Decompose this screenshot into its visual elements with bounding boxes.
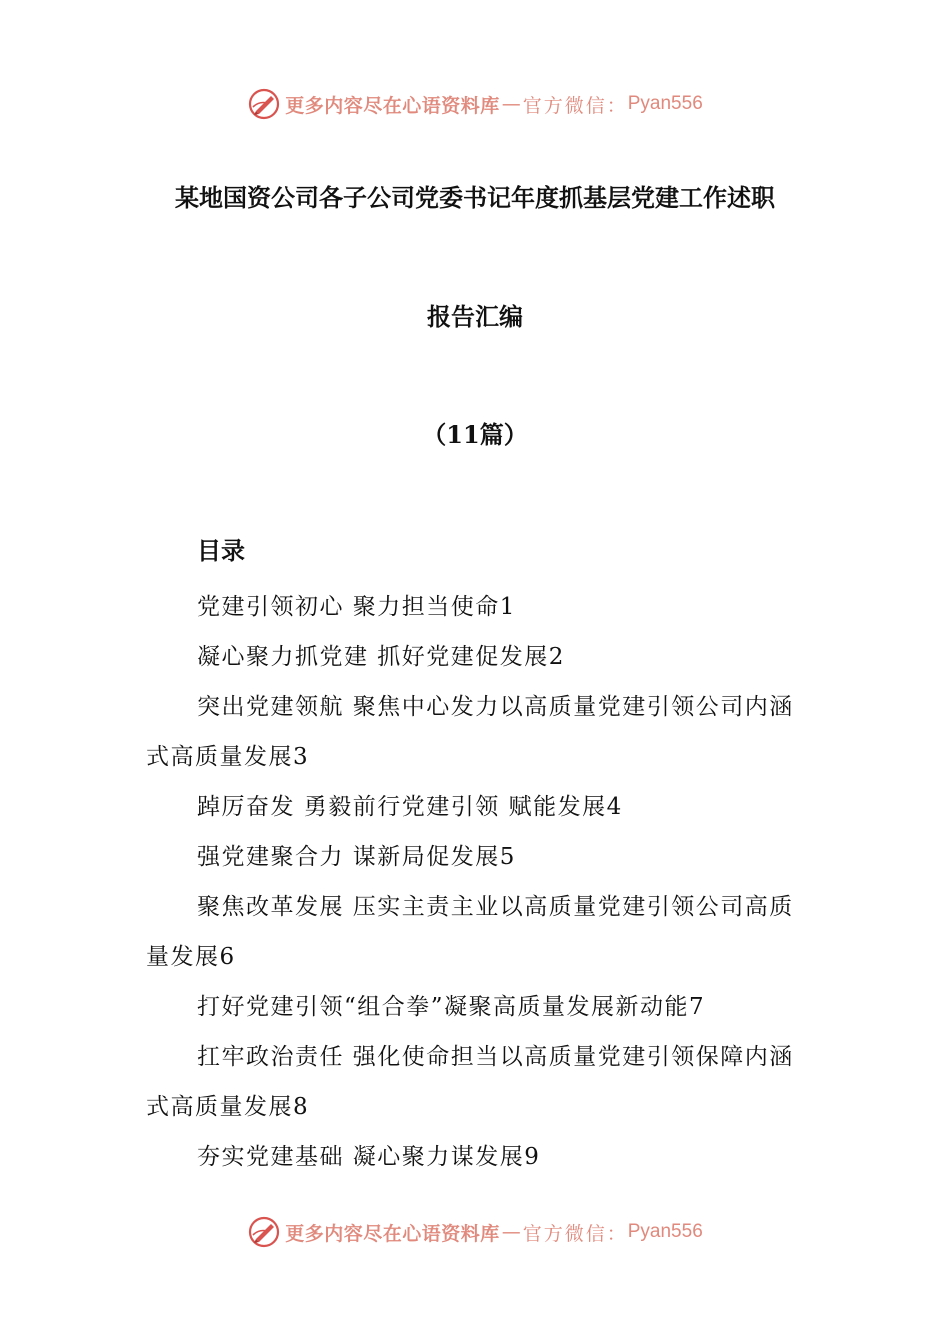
toc-item-1[interactable]: 党建引领初心 聚力担当使命1 xyxy=(197,594,516,620)
watermark-wechat-label: 官方微信： xyxy=(522,94,628,117)
watermark-wechat-id: Pyan556 xyxy=(627,93,703,114)
watermark-header xyxy=(0,84,950,124)
watermark-main-text: 更多内容尽在心语资料库 xyxy=(285,1222,500,1245)
toc-item-5[interactable]: 强党建聚合力 谋新局促发展5 xyxy=(197,844,516,870)
pen-logo-icon xyxy=(247,1215,281,1249)
toc-item-6[interactable]: 聚焦改革发展 压实主责主业以高质量党建引领公司高质量发展6 xyxy=(146,894,794,970)
watermark-main-text: 更多内容尽在心语资料库 xyxy=(285,94,500,117)
toc-item-3[interactable]: 突出党建领航 聚焦中心发力以高质量党建引领公司内涵式高质量发展3 xyxy=(146,694,794,770)
watermark-footer xyxy=(0,1212,950,1252)
watermark-dash: — xyxy=(501,93,521,115)
toc-item-8[interactable]: 扛牢政治责任 强化使命担当以高质量党建引领保障内涵式高质量发展8 xyxy=(146,1044,794,1120)
toc-item-9[interactable]: 夯实党建基础 凝心聚力谋发展9 xyxy=(197,1144,541,1170)
table-of-contents xyxy=(146,582,810,1182)
toc-item-7[interactable]: 打好党建引领“组合拳”凝聚高质量发展新动能7 xyxy=(197,994,706,1020)
toc-heading: 目录 xyxy=(197,536,245,565)
toc-item-2[interactable]: 凝心聚力抓党建 抓好党建促发展2 xyxy=(197,644,565,670)
toc-item-4[interactable]: 踔厉奋发 勇毅前行党建引领 赋能发展4 xyxy=(197,794,623,820)
document-title-line-2: 报告汇编 xyxy=(427,302,523,331)
watermark-wechat-label: 官方微信： xyxy=(522,1222,628,1245)
pen-logo-icon xyxy=(247,87,281,121)
watermark-wechat-id: Pyan556 xyxy=(627,1221,703,1242)
watermark-dash: — xyxy=(501,1221,521,1243)
document-title-count: （11篇） xyxy=(422,420,528,449)
document-title-line-1: 某地国资公司各子公司党委书记年度抓基层党建工作述职 xyxy=(175,183,775,212)
